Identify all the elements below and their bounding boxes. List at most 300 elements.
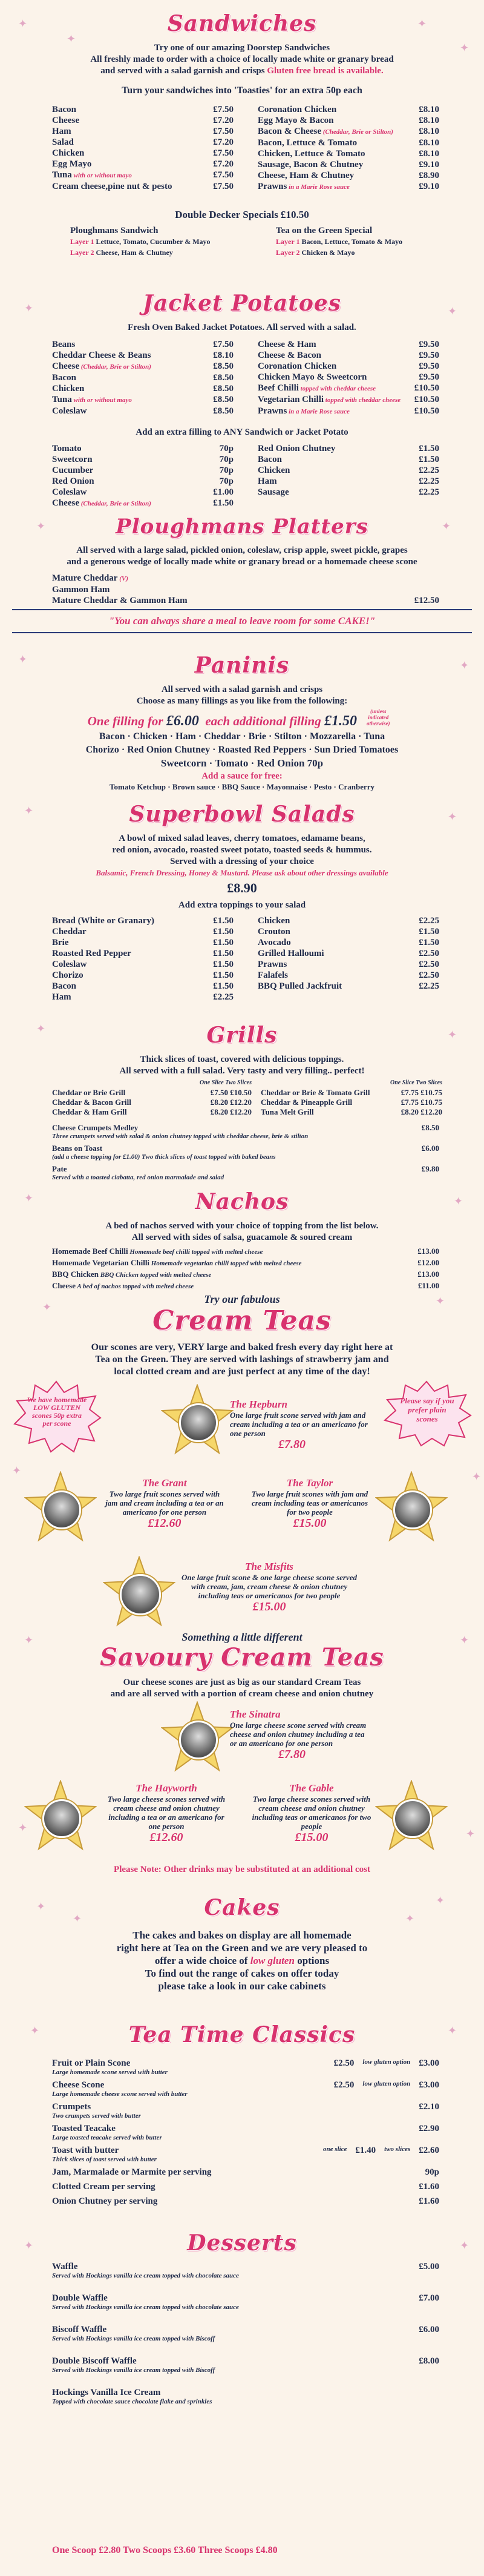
grill-col-heads: One Slice Two Slices (390, 1079, 442, 1086)
item-price: 70p (219, 476, 234, 486)
dessert-item (52, 2388, 439, 2405)
item-name: Homemade Vegetarian Chilli Homemade vegetarian chilli topped with melted cheese (52, 1258, 302, 1267)
sinatra-tea (230, 1708, 369, 1762)
item-price: £9.50 (419, 351, 439, 360)
extras-right-column (258, 443, 439, 498)
nacho-item (52, 1269, 439, 1280)
item-name: Coronation Chicken (258, 105, 337, 114)
sparkle-icon: ✦ (460, 659, 469, 671)
cakes-line: options (297, 1955, 330, 1966)
menu-item (52, 443, 234, 454)
option-price: 90p (425, 2167, 439, 2177)
tea-description: One large fruit scone & one large cheese scone served with cream, jam, cream cheese & onion chutney including teas or americanos for two people (182, 1573, 357, 1600)
misfits-tea (175, 1561, 363, 1614)
tea-time-item (52, 2146, 439, 2163)
intro-line: All freshly made to order with a choice of locally made white or granary bread (90, 54, 394, 64)
tea-name: The Sinatra (230, 1708, 281, 1720)
item-price: £1.00 (213, 487, 234, 497)
item-note: with or without mayo (71, 172, 132, 179)
decker-name: Ploughmans Sandwich (70, 226, 159, 236)
menu-item (258, 361, 439, 372)
item-name: BBQ Pulled Jackfruit (258, 981, 342, 991)
intro-line: and are all served with a portion of cream cheese and onion chutney (110, 1689, 374, 1699)
item-desc: Topped with chocolate sauce chocolate flake and sprinkles (52, 2398, 212, 2405)
item-name: Bread (White or Granary) (52, 916, 155, 926)
item-price: £7.20 (213, 159, 234, 169)
menu-item (258, 937, 439, 948)
item-name: Bacon, Lettuce & Tomato (258, 138, 358, 148)
intro-line: local clotted cream and are just perfect at any time of the day! (114, 1366, 370, 1377)
item-name: Salad (52, 137, 74, 147)
tea-time-item (52, 2167, 439, 2178)
option-price: £3.00 (419, 2080, 439, 2090)
item-name: Chicken (52, 148, 85, 158)
nacho-item (52, 1246, 439, 1257)
fillings-line: Bacon · Chicken · Ham · Cheddar · Brie · Stilton · Mozzarella · Tuna (99, 731, 385, 742)
item-name: Ham (52, 127, 71, 136)
savoury-intro (0, 1677, 484, 1700)
item-price: £7.50 (213, 148, 234, 158)
menu-item (258, 159, 439, 170)
item-price: £2.25 (419, 487, 439, 497)
tea-price: £15.00 (295, 1831, 329, 1844)
grills-title: Grills (206, 1023, 278, 1048)
intro-line: Our cheese scones are just as big as our standard Cream Teas (123, 1678, 361, 1687)
item-price: £10.50 (414, 406, 439, 416)
item-name: Clotted Cream per serving (52, 2182, 155, 2192)
item-name: Sausage, Bacon & Chutney (258, 160, 364, 170)
grills-extra-list (52, 1121, 439, 1181)
paninis-intro (0, 684, 484, 707)
item-price: £2.25 (213, 992, 234, 1002)
cakes-title: Cakes (204, 1895, 280, 1920)
grill-item (261, 1088, 442, 1098)
item-prices (419, 2124, 439, 2134)
salads-section (0, 799, 484, 1017)
item-price: £8.50 (213, 361, 234, 371)
potatoes-intro: Fresh Oven Baked Jacket Potatoes. All served with a salad. (128, 323, 356, 332)
sparkle-icon: ✦ (12, 1464, 22, 1477)
menu-item (52, 992, 234, 1003)
sparkle-icon: ✦ (460, 2239, 469, 2252)
item-price: £7.50 (213, 182, 234, 191)
item-note: (Cheddar, Brie or Stilton) (79, 363, 151, 371)
extras-list (52, 443, 439, 510)
paninis-title: Paninis (194, 653, 290, 678)
option-price: £3.00 (419, 2058, 439, 2068)
item-price: 70p (219, 455, 234, 464)
grill-extra-item (52, 1144, 439, 1162)
tea-time-item (52, 2058, 439, 2076)
item-price: £13.00 (417, 1247, 439, 1256)
item-name: Waffle (52, 2262, 78, 2271)
tea-description: Two large fruit scones with jam and cream including teas or americanos for two people (251, 1489, 368, 1517)
item-price: £7.50 (213, 105, 234, 114)
sparkle-icon: ✦ (417, 18, 427, 30)
menu-item (258, 383, 439, 394)
item-price: £1.50 (213, 938, 234, 947)
menu-item (258, 181, 439, 193)
item-price: £1.50 (213, 970, 234, 980)
item-name: Biscoff Waffle (52, 2325, 107, 2334)
sandwich-list (52, 104, 439, 195)
item-name: Cream cheese,pine nut & pesto (52, 182, 172, 191)
sinatra-portrait (179, 1721, 218, 1759)
item-note: A bed of nachos topped with melted cheese (76, 1283, 194, 1290)
price-label: one slice (322, 2146, 347, 2153)
dessert-item (52, 2325, 439, 2342)
dessert-row (52, 2325, 439, 2335)
item-name: Cheddar & Bacon Grill (52, 1098, 131, 1107)
item-note: Homemade beef chilli topped with melted cheese (128, 1248, 263, 1256)
deckers-list (52, 225, 439, 268)
item-price: £1.50 (213, 960, 234, 969)
layer-label: Layer 1 (70, 237, 96, 246)
potatoes-title: Jacket Potatoes (142, 291, 342, 316)
item-name: Coleslaw (52, 487, 87, 497)
menu-item (52, 584, 439, 595)
grill-item (52, 1088, 252, 1098)
intro-line: All served with a large salad, pickled onion, coleslaw, crisp apple, sweet pickle, grapes (76, 545, 408, 555)
menu-item (258, 372, 439, 383)
tea-name: The Hayworth (136, 1782, 197, 1794)
item-price: £2.25 (419, 916, 439, 926)
item-price: £5.00 (419, 2262, 439, 2271)
grills-list (52, 1078, 442, 1121)
item-name: Chorizo (52, 970, 83, 980)
intro-line: red onion, avocado, roasted sweet potato, toasted seeds & hummus. (112, 845, 372, 855)
savoury-something: Something a little different (182, 1631, 302, 1643)
item-name: Tuna with or without mayo (52, 170, 132, 180)
menu-item (52, 159, 234, 170)
desserts-list (0, 2262, 484, 2516)
layer-label: Layer 1 (276, 237, 302, 246)
tea-time-row (52, 2182, 439, 2192)
tea-name: The Hepburn (230, 1398, 287, 1410)
decker-name: Tea on the Green Special (276, 226, 373, 236)
item-price: £7.20 (213, 137, 234, 147)
item-desc: Served with Hockings vanilla ice cream topped with Biscoff (52, 2335, 215, 2342)
sparkle-icon: ✦ (36, 1023, 46, 1035)
ploughmans-section (0, 509, 484, 642)
menu-item (52, 573, 439, 584)
grills-right-column (261, 1078, 442, 1117)
intro-line: A bowl of mixed salad leaves, cherry tomatoes, edamame beans, (119, 834, 365, 843)
cakes-line: please take a look in our cake cabinets (158, 1980, 326, 1992)
item-name: Cheddar or Brie Grill (52, 1088, 126, 1097)
item-name: Cheddar & Pineapple Grill (261, 1098, 353, 1107)
item-price: £2.25 (419, 466, 439, 475)
tea-name: The Grant (142, 1477, 187, 1489)
grill-extra-item (52, 1123, 439, 1141)
item-note: Three crumpets served with salad & onion chutney topped with cheddar cheese, brie & stilton (52, 1133, 309, 1140)
tea-time-item (52, 2182, 439, 2192)
tea-time-row (52, 2080, 439, 2090)
tea-name: The Gable (289, 1782, 334, 1794)
menu-item (52, 361, 234, 372)
option-price: £2.90 (419, 2124, 439, 2133)
menu-item (258, 406, 439, 417)
decker-layer (70, 236, 246, 247)
menu-item (258, 948, 439, 959)
item-price: £8.10 (419, 138, 439, 148)
grill-col-heads: One Slice Two Slices (199, 1079, 252, 1086)
tea-time-title: Tea Time Classics (128, 2022, 356, 2047)
menu-item (258, 170, 439, 181)
item-name: Beans on Toast (52, 1144, 103, 1153)
cakes-line: right here at Tea on the Green and we are very pleased to (116, 1942, 368, 1954)
item-name: Coronation Chicken (258, 361, 337, 371)
dessert-item (52, 2262, 439, 2279)
item-name: Cheese & Ham (258, 340, 316, 349)
dressings: Balsamic, French Dressing, Honey & Mustard. Please ask about other dressings available (96, 868, 388, 877)
tea-price: £15.00 (252, 1600, 286, 1613)
tea-time-item (52, 2102, 439, 2120)
hayworth-tea (103, 1782, 230, 1845)
decker-layer (276, 247, 451, 258)
menu-item (52, 383, 234, 394)
item-price: £8.90 (419, 171, 439, 180)
cakes-line: offer a wide choice of (154, 1955, 248, 1966)
item-name: Pate (52, 1164, 67, 1173)
intro-line: Thick slices of toast, covered with delicious toppings. (140, 1055, 344, 1064)
misfits-portrait (120, 1574, 161, 1615)
item-price: £2.50 (419, 949, 439, 958)
item-name: Cheese Scone (52, 2080, 105, 2090)
item-name: Bacon (258, 455, 283, 464)
menu-item (52, 137, 234, 148)
item-name: Double Waffle (52, 2293, 108, 2303)
menu-item (258, 148, 439, 159)
sauces: Tomato Ketchup · Brown sauce · BBQ Sauce · Mayonnaise · Pesto · Cranberry (109, 782, 375, 791)
ploughmans-list (52, 573, 439, 609)
item-prices (425, 2167, 439, 2178)
menu-item (52, 937, 234, 948)
tea-price: £12.60 (148, 1517, 182, 1530)
item-name: Hockings Vanilla Ice Cream (52, 2388, 161, 2397)
menu-item (258, 465, 439, 476)
tea-time-row (52, 2146, 439, 2156)
sparkle-icon: ✦ (472, 1471, 482, 1483)
item-name: Chicken (258, 466, 290, 475)
gable-tea (248, 1782, 375, 1845)
menu-item (52, 498, 234, 509)
intro-line: Choose as many fillings as you like from the following: (136, 696, 348, 706)
item-name: Egg Mayo (52, 159, 92, 169)
tea-time-row (52, 2102, 439, 2112)
sparkle-icon: ✦ (18, 653, 28, 665)
item-name: Mature Cheddar & Gammon Ham (52, 596, 188, 605)
item-prices: £8.20 £12.20 (210, 1107, 252, 1116)
grill-extra-row (52, 1144, 439, 1153)
item-name: Roasted Red Pepper (52, 949, 131, 958)
sparkle-icon: ✦ (24, 805, 34, 817)
item-name: Bacon (52, 105, 77, 114)
item-price: £12.50 (414, 596, 439, 605)
item-price: £2.50 (419, 960, 439, 969)
item-name: Avocado (258, 938, 291, 947)
cream-teas-section (0, 1290, 484, 1629)
item-name: Cheese (52, 116, 79, 125)
nacho-item (52, 1257, 439, 1269)
salads-intro (0, 833, 484, 868)
item-price: £8.50 (213, 384, 234, 394)
item-price: 70p (219, 444, 234, 453)
tea-description: One large cheese scone served with cream cheese and onion chutney including a tea or an americano for one person (230, 1721, 367, 1748)
potato-list (52, 339, 439, 418)
grill-item (261, 1098, 442, 1107)
grill-extra-item (52, 1164, 439, 1182)
panini-pricing (0, 708, 484, 730)
sandwich-left-column (52, 104, 234, 192)
intro-line: All served with a full salad. Very tasty and very filling.. perfect! (119, 1066, 365, 1076)
item-price: £2.50 (419, 970, 439, 980)
item-note: (Cheddar, Brie or Stilton) (79, 500, 151, 507)
each-additional-note: (unless indicated otherwise) (366, 708, 390, 726)
potato-left-column (52, 339, 234, 417)
intro-line: All served with sides of salsa, guacamole & soured cream (131, 1233, 353, 1242)
sparkle-icon: ✦ (405, 1912, 415, 1925)
sparkle-icon: ✦ (24, 302, 34, 314)
item-price: £13.00 (417, 1270, 439, 1279)
item-price: £1.50 (213, 916, 234, 926)
item-price: £8.00 (419, 2356, 439, 2366)
item-desc: Large homemade scone served with butter (52, 2069, 168, 2076)
tea-time-row (52, 2196, 439, 2207)
item-name: Vegetarian Chilli topped with cheddar cheese (258, 395, 401, 404)
item-price: £9.80 (421, 1164, 439, 1173)
sparkle-icon: ✦ (18, 18, 28, 30)
item-name: Jam, Marmalade or Marmite per serving (52, 2167, 212, 2177)
layer-text: Chicken & Mayo (301, 248, 355, 257)
item-name: Tuna with or without mayo (52, 395, 132, 404)
item-price: £9.10 (419, 182, 439, 191)
item-price: £8.50 (213, 406, 234, 416)
intro-line: All served with a salad garnish and crisps (161, 685, 323, 694)
low-gluten-note: We have homemade LOW GLUTEN scones 50p extra per scone (27, 1395, 87, 1428)
menu-item (52, 970, 234, 981)
item-name: Chicken, Lettuce & Tomato (258, 149, 365, 159)
item-name: Bacon (52, 981, 77, 991)
menu-item (52, 981, 234, 992)
intro-line: A bed of nachos served with your choice of topping from the list below. (105, 1221, 379, 1231)
desserts-title: Desserts (187, 2230, 297, 2256)
savoury-note: Please Note: Other drinks may be substituted at an additional cost (114, 1865, 370, 1874)
item-name: Egg Mayo & Bacon (258, 116, 334, 125)
menu-item (52, 595, 439, 606)
cakes-line: To find out the range of cakes on offer today (145, 1968, 339, 1979)
item-name: Crumpets (52, 2102, 91, 2112)
gluten-free-note: Gluten free bread is available. (267, 66, 384, 76)
decker-layer (70, 247, 246, 258)
item-name: Cheese & Bacon (258, 351, 321, 360)
item-price: £1.50 (419, 444, 439, 453)
menu-item (258, 115, 439, 126)
item-prices: £7.75 £10.75 (401, 1098, 442, 1107)
item-price: £1.50 (419, 455, 439, 464)
menu-item (52, 126, 234, 137)
dessert-row (52, 2356, 439, 2367)
item-price: £8.10 (419, 105, 439, 114)
item-name: Red Onion Chutney (258, 444, 336, 453)
item-name: Coleslaw (52, 960, 87, 969)
menu-item (52, 115, 234, 126)
menu-item (258, 476, 439, 487)
each-additional-label: each additional filling (205, 714, 321, 728)
item-price: £6.00 (419, 2325, 439, 2334)
item-desc: Served with Hockings vanilla ice cream topped with Biscoff (52, 2367, 215, 2374)
item-price: £7.00 (419, 2293, 439, 2303)
item-price: £1.50 (419, 938, 439, 947)
low-gluten-highlight: low gluten (250, 1955, 295, 1966)
item-price: £1.50 (213, 498, 234, 508)
menu-item (52, 394, 234, 406)
fillings-line: Chorizo · Red Onion Chutney · Roasted Red Peppers · Sun Dried Tomatoes (85, 745, 399, 755)
dessert-row (52, 2388, 439, 2398)
item-name: Cheese A bed of nachos topped with melted cheese (52, 1281, 194, 1290)
scoops: One Scoop £2.80 Two Scoops £3.60 Three Scoops £4.80 (52, 2545, 278, 2555)
toppings-list (52, 915, 439, 1006)
divider (12, 609, 472, 610)
paninis-section (0, 642, 484, 793)
cream-teas-title: Cream Teas (152, 1305, 332, 1336)
sparkle-icon: ✦ (448, 305, 457, 317)
menu-item (52, 350, 234, 361)
item-name: Onion Chutney per serving (52, 2196, 158, 2206)
item-note: Homemade vegetarian chilli topped with melted cheese (149, 1260, 302, 1267)
menu-item (52, 915, 234, 926)
item-name: Red Onion (52, 476, 94, 486)
menu-item (258, 454, 439, 465)
ploughmans-title: Ploughmans Platters (116, 515, 368, 539)
sparkle-icon: ✦ (466, 1828, 476, 1840)
item-price: 70p (219, 466, 234, 475)
item-note: (V) (117, 575, 128, 582)
tea-time-row (52, 2124, 439, 2134)
sparkle-icon: ✦ (18, 1822, 28, 1834)
item-prices (334, 2080, 439, 2090)
item-note: Served with a toasted ciabatta, red onion marmalade and salad (52, 1174, 224, 1181)
menu-item (258, 443, 439, 454)
item-name: Cucumber (52, 466, 94, 475)
grill-header (261, 1078, 442, 1088)
one-filling-price: £6.00 (166, 713, 199, 729)
item-prices: £8.20 £12.20 (210, 1098, 252, 1107)
tea-price: £7.80 (278, 1748, 306, 1761)
item-price: £2.25 (419, 981, 439, 991)
item-price: £2.50 (333, 2080, 355, 2090)
item-desc: Served with Hockings vanilla ice cream topped with chocolate sauce (52, 2272, 239, 2279)
dessert-item (52, 2293, 439, 2311)
item-name: Fruit or Plain Scone (52, 2058, 131, 2068)
sparkle-icon: ✦ (442, 520, 451, 532)
item-name: Sweetcorn (52, 455, 93, 464)
sparkle-icon: ✦ (67, 33, 76, 45)
sparkle-icon: ✦ (42, 1301, 52, 1313)
item-price: £10.50 (414, 383, 439, 393)
grills-section (0, 1020, 484, 1184)
grant-portrait (42, 1491, 81, 1529)
item-name: Falafels (258, 970, 288, 980)
tea-time-row (52, 2167, 439, 2178)
item-price: £9.50 (419, 340, 439, 349)
item-price: £8.10 (419, 149, 439, 159)
item-name: Ham (52, 992, 71, 1002)
item-note: topped with cheddar cheese (324, 397, 401, 404)
item-name: Cheddar or Brie & Tomato Grill (261, 1088, 370, 1097)
intro-line: Tea on the Green. They are served with lashings of strawberry jam and (95, 1354, 389, 1365)
grill-item (261, 1107, 442, 1117)
